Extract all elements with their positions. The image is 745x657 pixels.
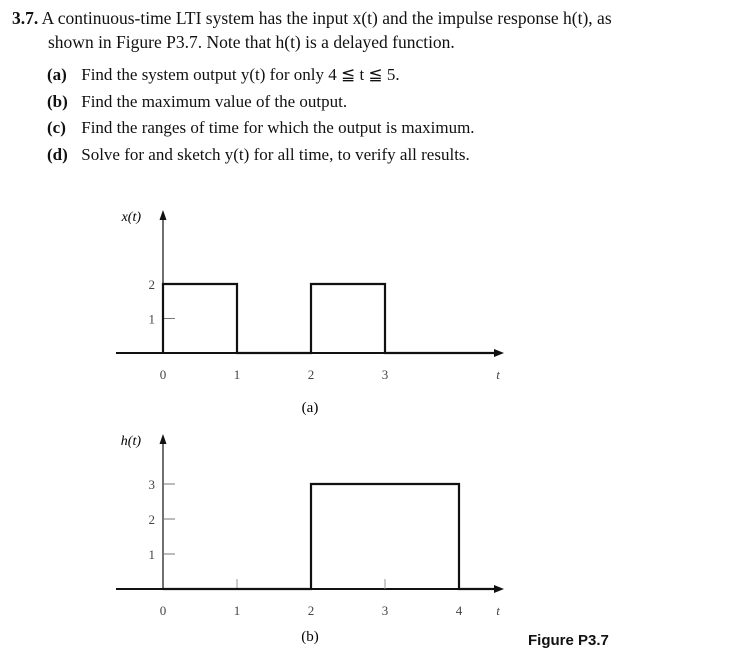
problem-text-line2: shown in Figure P3.7. Note that h(t) is a delayed function. [48, 32, 455, 52]
part-label: (a) [47, 65, 67, 84]
part-text: Find the ranges of time for which the output is maximum. [81, 118, 475, 137]
plot-b-y-tick-label: 1 [148, 547, 155, 562]
part-label: (b) [47, 91, 68, 111]
plot-b-x-tick-label: 0 [159, 603, 167, 618]
plot-b-x-label: t [496, 603, 500, 618]
plot-a-x-tick-label: 2 [307, 367, 315, 382]
part-text: Solve for and sketch y(t) for all time, to verify all results. [81, 144, 470, 164]
part-label: (d) [47, 144, 68, 164]
plot-b-x-tick-label: 4 [455, 603, 463, 618]
plot-b-x-tick-label: 1 [233, 603, 241, 618]
plot-a-series-xt [163, 284, 496, 353]
part-text: Find the maximum value of the output. [81, 91, 348, 111]
plot-b-series-ht [163, 484, 496, 589]
plot-a-x-tick-label: 1 [233, 367, 241, 382]
plot-b-y-label: h(t) [120, 434, 141, 449]
part-text: Find the system output y(t) for only 4 ≦ t ≦ 5. [81, 65, 400, 84]
plot-b-x-tick-label: 3 [381, 603, 389, 618]
plot-b-y-tick-label: 2 [148, 512, 155, 527]
plot-a-y-label: x(t) [121, 210, 141, 225]
plot-a-title: (a) [301, 400, 319, 416]
figure-label: Figure P3.7 [528, 632, 609, 649]
plot-a-x-tick-label: 3 [381, 367, 389, 382]
problem-number: 3.7. [12, 8, 39, 28]
part-label: (c) [47, 118, 66, 137]
plot-a-x-tick-label: 0 [159, 367, 167, 382]
plot-b-y-tick-label: 3 [148, 477, 155, 492]
problem-text-line1: A continuous-time LTI system has the input x(t) and the impulse response h(t), as [41, 8, 612, 28]
plot-a-y-axis-arrow [160, 210, 167, 220]
plot-b-x-tick-label: 2 [307, 603, 315, 618]
plot-a-y-tick-label: 2 [148, 277, 155, 292]
plot-b-y-axis-arrow [160, 434, 167, 444]
plot-b-title: (b) [301, 629, 319, 645]
plot-a-y-tick-label: 1 [148, 311, 155, 327]
plot-a-x-label: t [496, 367, 500, 382]
